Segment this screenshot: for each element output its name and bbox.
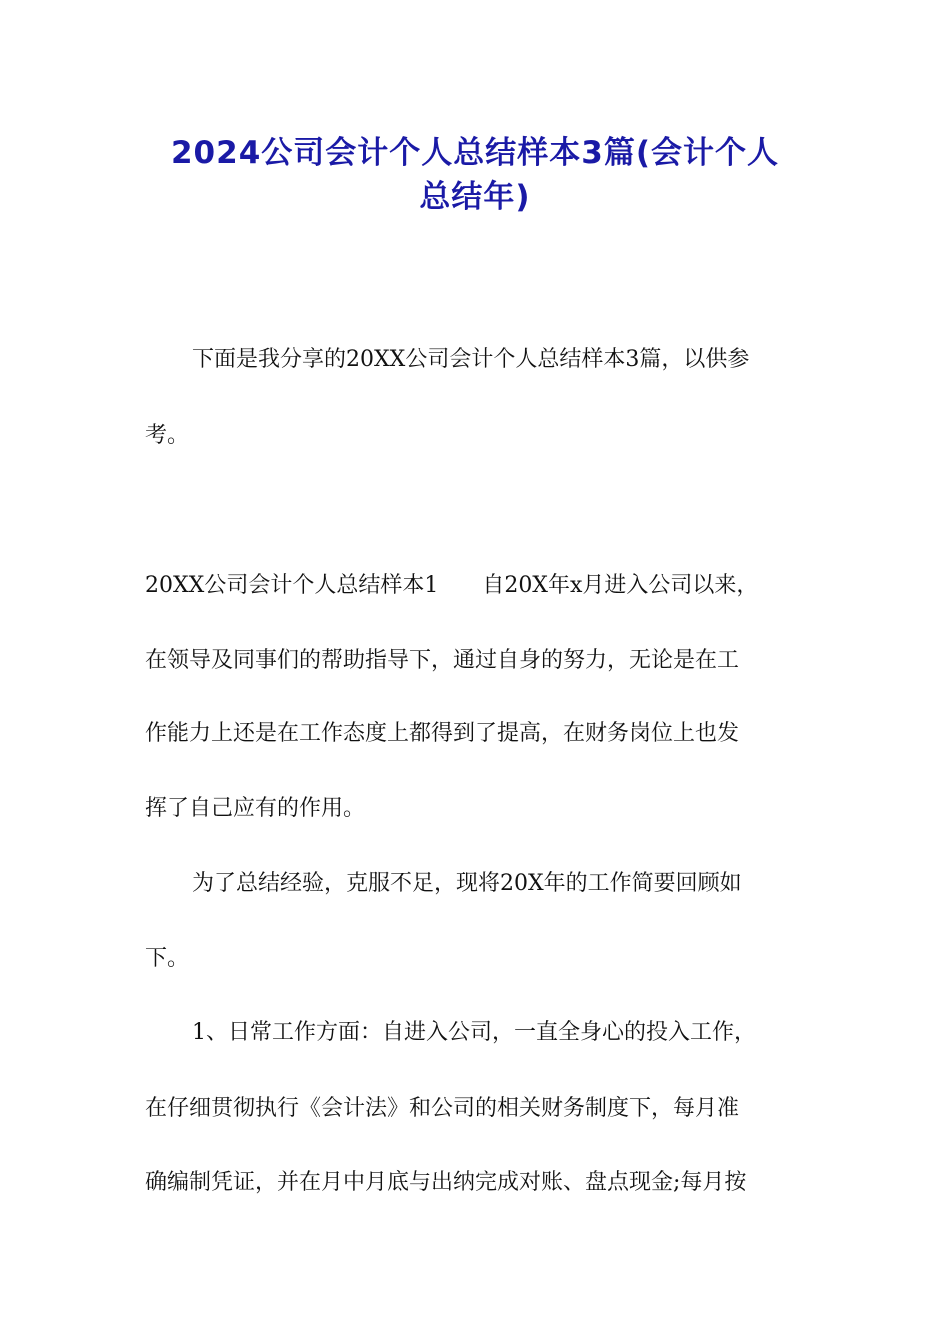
section-1-line-3: 作能力上还是在工作态度上都得到了提高，在财务岗位上也发 [145,721,740,746]
document-title-line-1: 2024公司会计个人总结样本3篇(会计个人 [170,135,779,171]
section-1-line-4: 挥了自己应有的作用。 [145,796,366,821]
paragraph-3-line-2: 在仔细贯彻执行《会计法》和公司的相关财务制度下，每月准 [145,1096,740,1121]
paragraph-2-line-2: 下。 [145,946,190,971]
paragraph-3-line-3: 确编制凭证，并在月中月底与出纳完成对账、盘点现金;每月按 [145,1170,747,1195]
intro-line-1: 下面是我分享的20XX公司会计个人总结样本3篇，以供参 [192,347,750,372]
document-title-line-2: 总结年) [419,179,531,215]
intro-line-2: 考。 [145,423,190,448]
section-1-line-2: 在领导及同事们的帮助指导下，通过自身的努力，无论是在工 [145,648,740,673]
paragraph-3-line-1: 1、日常工作方面：自进入公司，一直全身心的投入工作， [192,1020,756,1045]
section-1-heading-line: 20XX公司会计个人总结样本1 自20X年x月进入公司以来， [145,573,759,598]
paragraph-2-line-1: 为了总结经验，克服不足，现将20X年的工作简要回顾如 [192,871,742,896]
